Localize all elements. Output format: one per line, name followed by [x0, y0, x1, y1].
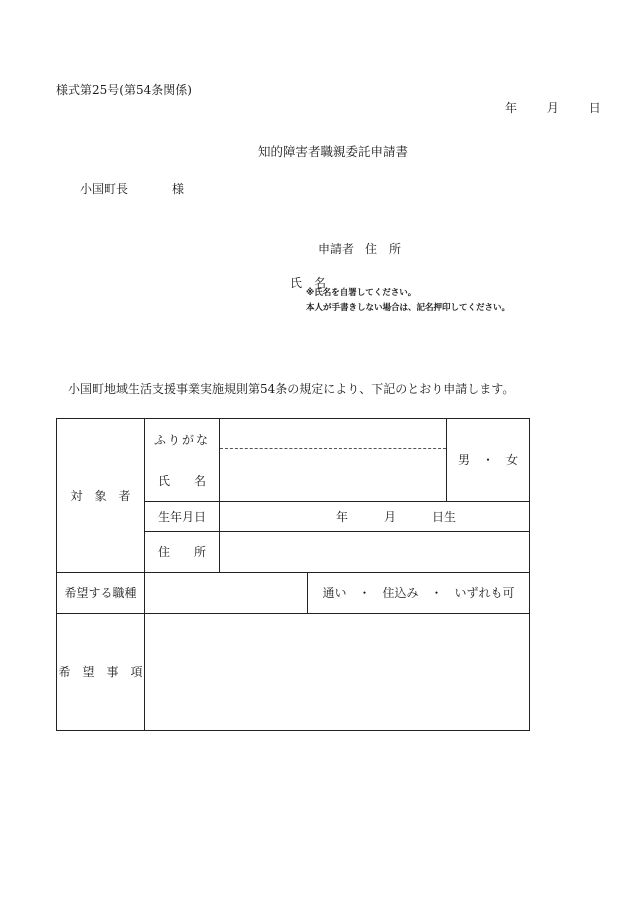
- addressee: 小国町長: [80, 182, 129, 196]
- birthdate-label: 生年月日: [157, 509, 206, 524]
- date-day: 日: [588, 101, 601, 115]
- seal-note: 本人が手書きしない場合は、記名押印してください。: [306, 303, 511, 313]
- form-number: 様式第25号(第54条関係): [56, 83, 192, 97]
- addressee-suffix: 様: [172, 182, 185, 196]
- applicant-label: 申請者: [318, 242, 355, 256]
- date-line: [505, 102, 601, 114]
- table-border-right: [529, 418, 530, 731]
- date-year: 年: [505, 101, 518, 115]
- birthdate-value[interactable]: 年 月 日生: [335, 509, 456, 524]
- furigana-label: ふりがな: [153, 433, 210, 447]
- address-field[interactable]: [220, 532, 529, 572]
- applicant-name-label: 氏 名: [290, 276, 327, 290]
- wish-field[interactable]: [145, 614, 529, 730]
- applicant-address-label: 住 所: [365, 242, 402, 256]
- page-title: 知的障害者職親委託申請書: [258, 144, 409, 159]
- name-field[interactable]: [220, 449, 446, 501]
- wish-label: 希 望 事 項: [58, 665, 143, 679]
- signature-note: ※氏名を自署してください。: [306, 288, 417, 298]
- job-field[interactable]: [145, 573, 307, 613]
- intro-text: 小国町地域生活支援事業実施規則第54条の規定により、下記のとおり申請します。: [68, 382, 515, 396]
- commute-options[interactable]: 通い ・ 住込み ・ いずれも可: [322, 586, 515, 600]
- name-label: 氏 名: [157, 474, 206, 488]
- job-label: 希望する職種: [64, 586, 137, 600]
- date-month: 月: [546, 101, 559, 115]
- table-border-bottom: [56, 730, 530, 731]
- address-label: 住 所: [157, 545, 206, 559]
- furigana-field[interactable]: [220, 419, 446, 448]
- sex-options[interactable]: 男 ・ 女: [457, 453, 518, 467]
- subject-label: 対 象 者: [70, 488, 131, 503]
